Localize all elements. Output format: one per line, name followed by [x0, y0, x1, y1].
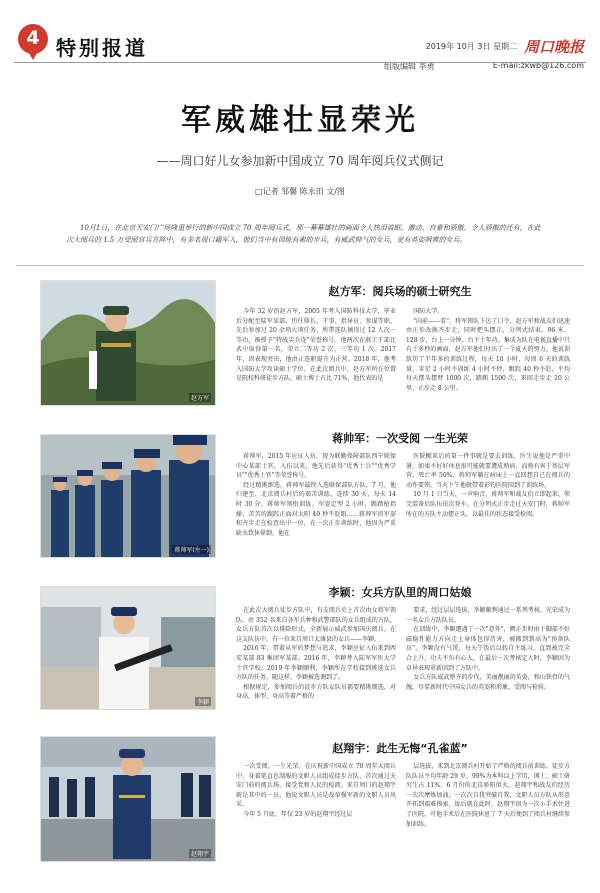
editor-line: 组版编辑 李勇 [384, 62, 435, 71]
lead-divider [16, 265, 584, 266]
section-heading: 赵翔宇：此生无悔“孔雀蓝” [332, 742, 468, 755]
section-text-col2: 国防大学。 "向前——看"，将军领队下达了口令，赵方军和战友们迅速由正步改换齐步走，同时把头摆正，分列式结束。96 米、128 步，台上一分钟，台下十年功。集成为队在电视直播中只有十多秒的画面，赵方军他们付出了一个夏天的努力。他说训练历了半年多的训练过程，每天 10 小时，每周 6 天的训练量，零星 2 小时不训练 4 小时不停，跟踪 40 秒不眨，平均每天摆头摆臂 1000 次，踏踢 1500 次，来回走步走 20 公里，正步走 8 公里。 [406, 308, 570, 392]
photo-caption: 赵翔宇 [190, 851, 209, 858]
section-text-col2: 医院醒来后的第一件事就是要去训练，医生说他是严重中暑，如果不好好休息很可能就要遭成熟病，而熟有害于基层军营。死亡率 50%，蒋帅军躺在病床上一直回想自己在阅兵的动作要领。当天下午他就带着彩钓医院回到了训练场。 10 月 1 日当天，一声响音，蒋帅军和战友们立即起来，领完装备后队伍依次登车。在分列式正步走过天安门时，蒋帅军所在的方队主动摆正头，以最佳的状态接受检阅。 [406, 453, 570, 518]
section-heading: 蒋帅军：一次受阅 一生光荣 [332, 432, 468, 445]
section-text-col1: 蒋帅军，2015 年应征入伍，现为联勤保障部队西宁联保中心某部士官。入伍以来，他先后获得"优秀士兵""优秀学员""优秀士官"等荣誉称号。 经过精挑细选，蒋帅军最终入选联保部队方队。7 月，他归建至，北京阅兵村后的艰苦训练，连续 30 天，每天 14 时 30 分，蒋帅军领衔训练。军姿定型 2 小时，踢踏枪指操，苦苦的跟踪正面对太阳 40 秒不眨眼……蒋帅军的军姿和齐步走在检查出中一位，在一次正步训练时，他因为严重缺水致休晕倒，他在 [236, 453, 396, 537]
masthead-info [384, 36, 584, 72]
article-title: 军威雄壮显荣光 [181, 103, 419, 138]
section-heading: 李颖：女兵方队里的周口姑娘 [328, 586, 472, 599]
section-heading: 赵方军：阅兵场的硕士研究生 [328, 285, 472, 298]
section-title: 特别报道 [56, 36, 148, 60]
section-text-col1: 在此次大阅兵徒步方队中，有支阅兵史上首次由女将军领队、由 352 名来自各军兵种和武警部队的女兵组成的方队，女兵方队首次以排除形式，全新展示威武参加国庆阅兵。在这支队伍中，有一位来自周口太康县的女兵——李颖。 2016 年，带着从军的梦想与追求，李颖应征入伍来到西安某部 83 集团军某部。2016 年，李颖考入陆军军医大学士官学校。2019 年李颖顺利，李颖所在学校接到挑选女兵方队的任务，随这样，李颖被选调到了。 根据规定，参加阅兵的徒步方队女队员都要精挑细选，对身高、体型、身高等着严格的 [236, 607, 396, 701]
page-number: 4 [26, 27, 40, 49]
section-text-col1: 今年 32 岁的赵方军，2005 年考入国防科技大学，毕业后分配至陆军某部，历任排长、干事、指导员、参谋等职，先后参加过 20 余项大项任务，所带连队摘得过 12 人次一等功，被授予"特战尖兵连"荣誉称号。他两次在联工干部比武中取得第一名，荣立二等功 2 次、三等功 1 次。2017 年，因表现突出，他由正连职提升为正营。2018 年，他考入国防大学攻读硕士学位。在此次阅兵中，赵方军所在位置是院校科研徒步方队，硕士博士占比 71%，他代表的是 [236, 308, 396, 383]
article-subtitle: ——周口好儿女参加新中国成立 70 周年阅兵仪式侧记 [156, 154, 444, 168]
photo-caption: 李颖 [196, 699, 209, 706]
date-line: 2019年 10月 3日 星期二 [425, 42, 517, 51]
page-header [0, 0, 600, 71]
photo-jiang-shuaijun [40, 434, 216, 558]
photo-li-ying [40, 586, 216, 710]
section-text-col1: 一次受阅，一生光荣。在庆祝新中国成立 70 周年大阅兵中，身着笔直色制服的文职人员组成徒步方队，首次通过天安门前的阅兵场，接受党和人民的检阅。来自周口的赵翔宇就是其中的一员，他说文职人员是改革强军新的文职人员风采。 今年 5 月底，年仅 23 岁的赵翔宇经过层 [236, 763, 396, 818]
photo-caption: 赵方军 [190, 395, 209, 402]
photo-caption: 蒋帅军(左一) [174, 547, 209, 554]
article-lead: 10月1日，在北京天安门广场隆重举行的新中国成立 70 周年阅兵式，那一幕幕雄壮的画面令人热泪盈眶、激动、自豪和骄傲。令人骄傲的还有，在此次大阅兵的 1.5 万受阅官兵方阵中，有多名周口籍军人，他们当中有训练有素的步兵，有威武帅气的女兵，更有英姿飒爽的女兵。 [66, 224, 541, 244]
page-number-badge [18, 24, 48, 64]
paper-name: 周口晚报 [523, 38, 584, 56]
photo-zhao-xiangyu [40, 736, 216, 862]
article-byline: □记者 邹馨 陈永田 文/图 [255, 187, 345, 196]
photo-zhao-fangjun [40, 280, 216, 406]
email-line: E-mail:zkwb@126.com [492, 61, 584, 70]
header-divider [14, 62, 586, 63]
section-text-col2: 层选拔，来到北京阅兵村开始了严格的阅兵前训练。徒步方队队员平均年龄 29 岁，99%为本科以上学历，博士、硕士研究生占 11%。6 月份的北京骄阳似火，赵翔宇和战友们经历一次次摩炼加油，一次次自我突破自我，文职人员方队从形意开拓到艰难摸索，练后就在此时，赵翔宇因为一次小手术住进了医院，可他手术后在医院休息了 7 天后便到了阅兵村继续参加训练。 [406, 763, 570, 828]
section-text-col2: 要求，经过层层选拔，李颖顺利通过一系列考核，光荣成为一名女兵方队队员。 在训练中，李颖遭遇了一次"意外"，额正步时由于脚部不好磁稳性能力方向走上导体包得历害，被搬到到高为"预备队员"，李颖没有气馁，每天午饭后以转自主练习，直到被完全合上升，功夫不负有心人，在最后一次考核定人时，李颖因为卓异表现重新回到了方队中。 女兵方队威武整齐的步伐，美丽靓丽的英姿，和山铁骨的气魄，尽显新时代中国女兵的英姿和形象，受阅与检验。 [406, 607, 570, 691]
